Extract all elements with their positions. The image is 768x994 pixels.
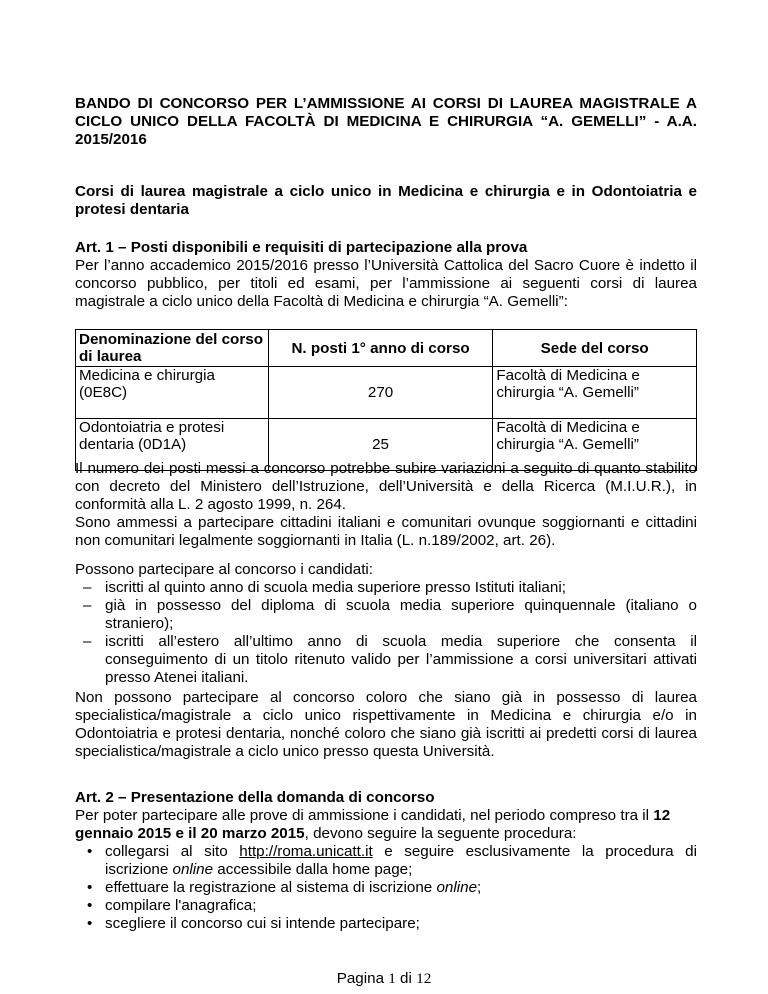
- article-1-heading: Art. 1 – Posti disponibili e requisiti di partecipazione alla prova: [75, 239, 528, 256]
- table-cell-location: Facoltà di Medicina e chirurgia “A. Gemelli”: [493, 419, 697, 471]
- eligibility-paragraph: Sono ammessi a partecipare cittadini italiani e comunitari ovunque soggiornanti e cittadini non comunitari legalmente soggiornanti in Italia (L. n.189/2002, art. 26).: [75, 514, 697, 549]
- step-text: e seguire esclusivamente la procedura di iscrizione: [105, 843, 697, 878]
- table-cell-location: Facoltà di Medicina e chirurgia “A. Gemelli”: [493, 367, 697, 419]
- footer-page-total: 12: [416, 970, 432, 987]
- intro-text: Per poter partecipare alle prove di ammissione i candidati, nel periodo compreso tra il: [75, 807, 654, 824]
- list-item: • compilare l'anagrafica;: [105, 897, 697, 915]
- candidates-section: [75, 561, 697, 687]
- article-1: [75, 239, 697, 471]
- candidates-list: [75, 579, 697, 687]
- intro-text-end: , devono seguire la seguente procedura:: [304, 825, 577, 842]
- step-text-italic: online: [436, 879, 478, 896]
- list-item: – iscritti all’estero all’ultimo anno di scuola media superiore che consenta il conseguimento di un titolo ritenuto valido per l’ammissione a corsi universitari attivati presso Atenei italiani.: [105, 633, 697, 687]
- deadline-dates: 12 gennaio 2015 e il 20 marzo 2015: [75, 807, 671, 842]
- table-cell-course: Odontoiatria e protesi dentaria (0D1A): [76, 419, 269, 471]
- table-cell-seats: 25: [268, 419, 493, 471]
- article-2-heading: Art. 2 – Presentazione della domanda di concorso: [75, 789, 435, 806]
- step-text: collegarsi al sito: [105, 843, 240, 860]
- table-header-course: Denominazione del corso di laurea: [76, 330, 269, 367]
- document-subtitle: Corsi di laurea magistrale a ciclo unico in Medicina e chirurgia e in Odontoiatria e protesi dentaria: [75, 183, 697, 218]
- list-item: • scegliere il concorso cui si intende partecipare;: [105, 915, 697, 933]
- footer-page-word: Pagina: [336, 970, 389, 987]
- table-header-row: [76, 330, 697, 367]
- page-footer: [0, 970, 768, 988]
- list-item: – iscritti al quinto anno di scuola media superiore presso Istituti italiani;: [105, 579, 697, 597]
- candidates-intro: Possono partecipare al concorso i candidati:: [75, 561, 374, 578]
- article-1-intro: Per l’anno accademico 2015/2016 presso l’Università Cattolica del Sacro Cuore è indetto il concorso pubblico, per titoli ed esami, per l’ammissione ai seguenti corsi di laurea magistrale a ciclo unico della Facoltà di Medicina e chirurgia “A. Gemelli”:: [75, 257, 697, 310]
- step-text: ;: [477, 879, 482, 896]
- document-title: BANDO DI CONCORSO PER L’AMMISSIONE AI CORSI DI LAUREA MAGISTRALE A CICLO UNICO DELLA FACOLTÀ DI MEDICINA E CHIRURGIA “A. GEMELLI” - A.A. 2015/2016: [75, 95, 697, 148]
- article-2-intro: [75, 807, 697, 843]
- seats-variation-paragraph: Il numero dei posti messi a concorso potrebbe subire variazioni a seguito di quanto stabilito con decreto del Ministero dell’Istruzione, dell’Università e della Ricerca (M.I.U.R.), in conformità alla L. 2 agosto 1999, n. 264.: [75, 460, 697, 513]
- table-cell-course: Medicina e chirurgia (0E8C): [76, 367, 269, 419]
- list-item: [105, 879, 697, 897]
- courses-table: [75, 329, 697, 471]
- footer-page-number: 1: [388, 970, 396, 987]
- step-text-italic: online: [172, 861, 214, 878]
- list-item: – già in possesso del diploma di scuola media superiore quinquennale (italiano o straniero);: [105, 597, 697, 633]
- article-2: [75, 789, 697, 933]
- procedure-steps: [75, 843, 697, 933]
- table-header-location: Sede del corso: [493, 330, 697, 367]
- list-item: [105, 843, 697, 879]
- table-header-seats: N. posti 1° anno di corso: [268, 330, 493, 367]
- footer-of-word: di: [395, 970, 417, 987]
- article-1-notes: [75, 460, 697, 550]
- table-row: [76, 367, 697, 419]
- step-text: accessibile dalla home page;: [213, 861, 413, 878]
- exclusion-paragraph: Non possono partecipare al concorso coloro che siano già in possesso di laurea specialistica/magistrale a ciclo unico rispettivamente in Medicina e chirurgia e/o in Odontoiatria e protesi dentaria, nonché coloro che siano già iscritti ai predetti corsi di laurea specialistica/magistrale a ciclo unico presso questa Università.: [75, 689, 697, 760]
- step-text: effettuare la registrazione al sistema di iscrizione: [105, 879, 437, 896]
- exclusion-section: [75, 689, 697, 761]
- unicatt-link[interactable]: http://roma.unicatt.it: [239, 843, 373, 860]
- table-cell-seats: 270: [268, 367, 493, 419]
